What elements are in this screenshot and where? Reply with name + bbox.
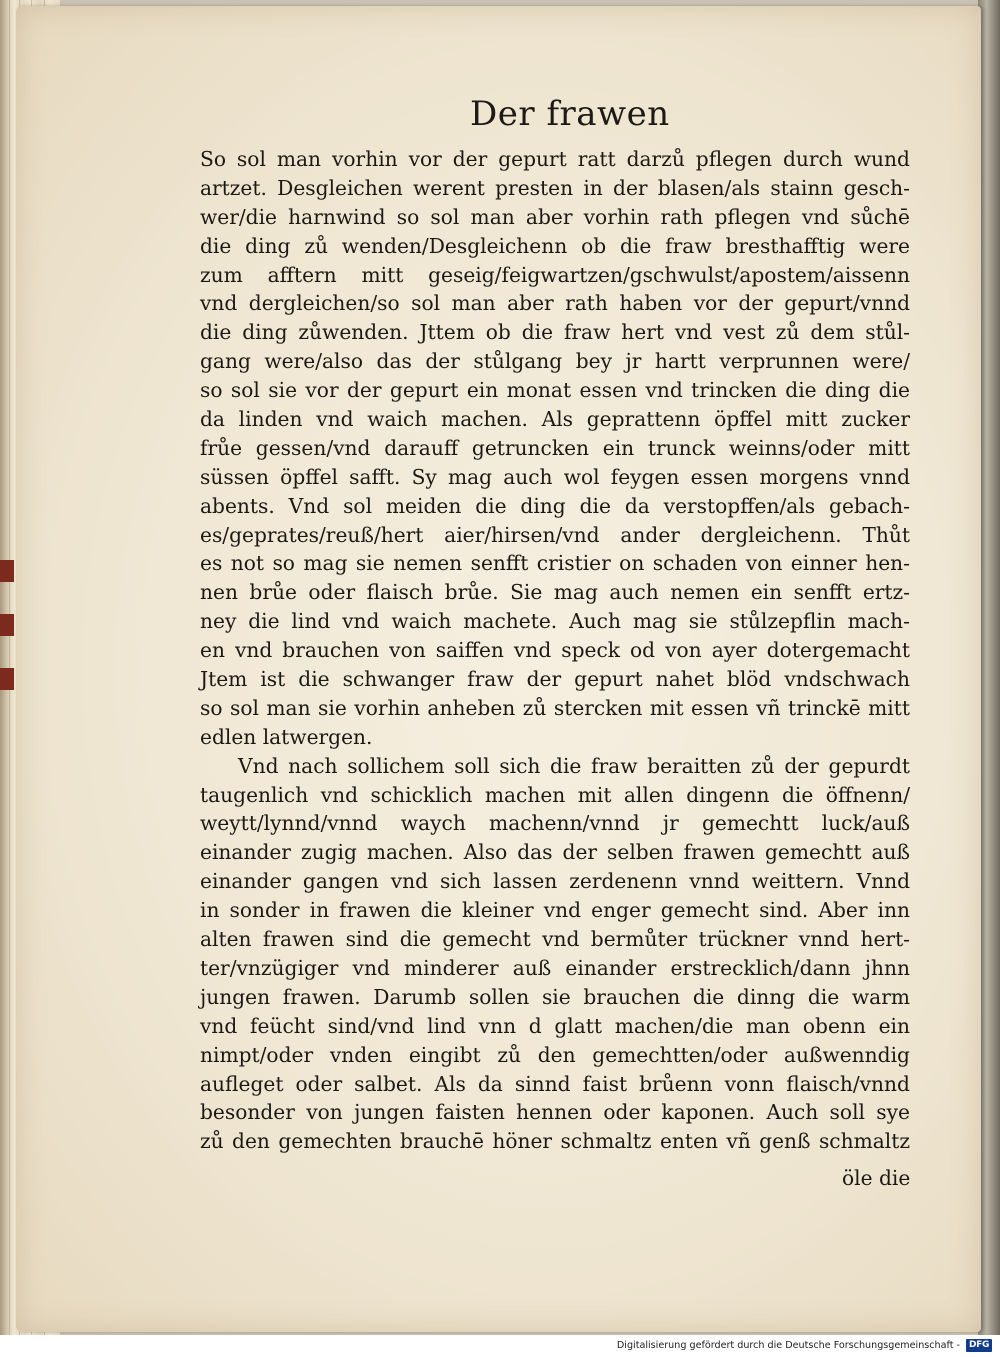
text-line: es not so mag sie nemen senfft cristier on schaden von einner hen-	[200, 551, 910, 576]
text-line: So sol man vorhin vor der gepurt ratt darzů pflegen durch wund	[200, 147, 910, 171]
text-line: besonder von jungen faisten hennen oder kaponen. Auch soll sye	[200, 1100, 910, 1125]
footer-bar	[0, 1335, 1000, 1357]
text-line: weytt/lynnd/vnnd waych machenn/vnnd jr gemechtt luck/auß	[200, 811, 910, 836]
text-line: vnd dergleichen/so sol man aber rath haben vor der gepurt/vnnd	[200, 291, 910, 316]
text-line: Vnd nach sollichem soll sich die fraw beraitten zů der gepurdt	[238, 753, 910, 778]
text-line: zů den gemechten brauchē höner schmaltz enten vñ genß schmaltz	[200, 1129, 910, 1154]
text-line: gang were/also das der stůlgang bey jr hartt verprunnen were/	[200, 349, 910, 374]
bookmark-tab	[0, 668, 14, 690]
text-line: da linden vnd waich machen. Als geprattenn öpffel mitt zucker	[200, 407, 910, 432]
text-line: artzet. Desgleichen werent presten in der blasen/als stainn gesch-	[200, 175, 910, 200]
text-line: abents. Vnd sol meiden die ding die da verstopffen/als gebach-	[200, 493, 910, 518]
scanner-edge	[978, 0, 1000, 1335]
text-line: in sonder in frawen die kleiner vnd enger gemecht sind. Aber inn	[200, 898, 910, 923]
text-line: so sol man sie vorhin anheben zů stercken mit essen vñ trinckē mitt	[200, 695, 910, 720]
running-head: Der frawen	[470, 94, 670, 134]
text-line: frůe gessen/vnd darauff getruncken ein trunck weinns/oder mitt	[200, 435, 910, 460]
text-line: nen brůe oder flaisch brůe. Sie mag auch nemen ein senfft ertz-	[200, 580, 910, 605]
text-line: einander zugig machen. Also das der selben frawen gemechtt auß	[200, 840, 910, 865]
text-line: ter/vnzügiger vnd minderer auß einander erstrecklich/dann jhnn	[200, 955, 910, 980]
text-block	[200, 145, 910, 1156]
text-line: die ding zů wenden/Desgleichenn ob die fraw bresthafftig were	[200, 233, 910, 258]
text-line: ney die lind vnd waich machete. Auch mag sie stůlzepflin mach-	[200, 609, 910, 634]
text-line: aufleget oder salbet. Als da sinnd faist brůenn vonn flaisch/vnnd	[200, 1071, 910, 1096]
text-line: zum afftern mitt geseig/feigwartzen/gschwulst/apostem/aissenn	[200, 262, 910, 287]
text-line: en vnd brauchen von saiffen vnd speck od von ayer dotergemacht	[200, 638, 910, 663]
text-line: die ding zůwenden. Jttem ob die fraw hert vnd vest zů dem stůl-	[200, 320, 910, 345]
text-line: taugenlich vnd schicklich machen mit allen dingenn die öffnenn/	[200, 782, 910, 807]
text-line: alten frawen sind die gemecht vnd bermůter trückner vnnd hert-	[200, 927, 910, 952]
text-line: Jtem ist die schwanger fraw der gepurt nahet blöd vndschwach	[200, 667, 910, 692]
text-line: nimpt/oder vnden eingibt zů den gemechtten/oder außwenndig	[200, 1042, 910, 1067]
bookmark-tab	[0, 560, 14, 582]
red-bookmark-tabs	[0, 560, 14, 690]
dfg-logo-icon: DFG	[966, 1339, 992, 1352]
text-line: wer/die harnwind so sol man aber vorhin rath pflegen vnd sůchē	[200, 204, 910, 229]
text-line: süssen öpffel safft. Sy mag auch wol feygen essen morgens vnnd	[200, 464, 910, 489]
bookmark-tab	[0, 614, 14, 636]
text-line: jungen frawen. Darumb sollen sie brauchen die dinng die warm	[200, 984, 910, 1009]
text-line: einander gangen vnd sich lassen zerdenenn vnnd weittern. Vnnd	[200, 869, 910, 894]
text-line: es/geprates/reuß/hert aier/hirsen/vnd ander dergleichenn. Thůt	[200, 522, 910, 547]
text-line: so sol sie vor der gepurt ein monat essen vnd trincken die ding die	[200, 378, 910, 403]
catchword: öle die	[842, 1166, 911, 1190]
text-line: vnd feücht sind/vnd lind vnn d glatt machen/die man obenn ein	[200, 1013, 910, 1038]
funding-credit: Digitalisierung gefördert durch die Deutsche Forschungsgemeinschaft -	[616, 1340, 960, 1351]
text-line: edlen latwergen.	[200, 724, 373, 749]
